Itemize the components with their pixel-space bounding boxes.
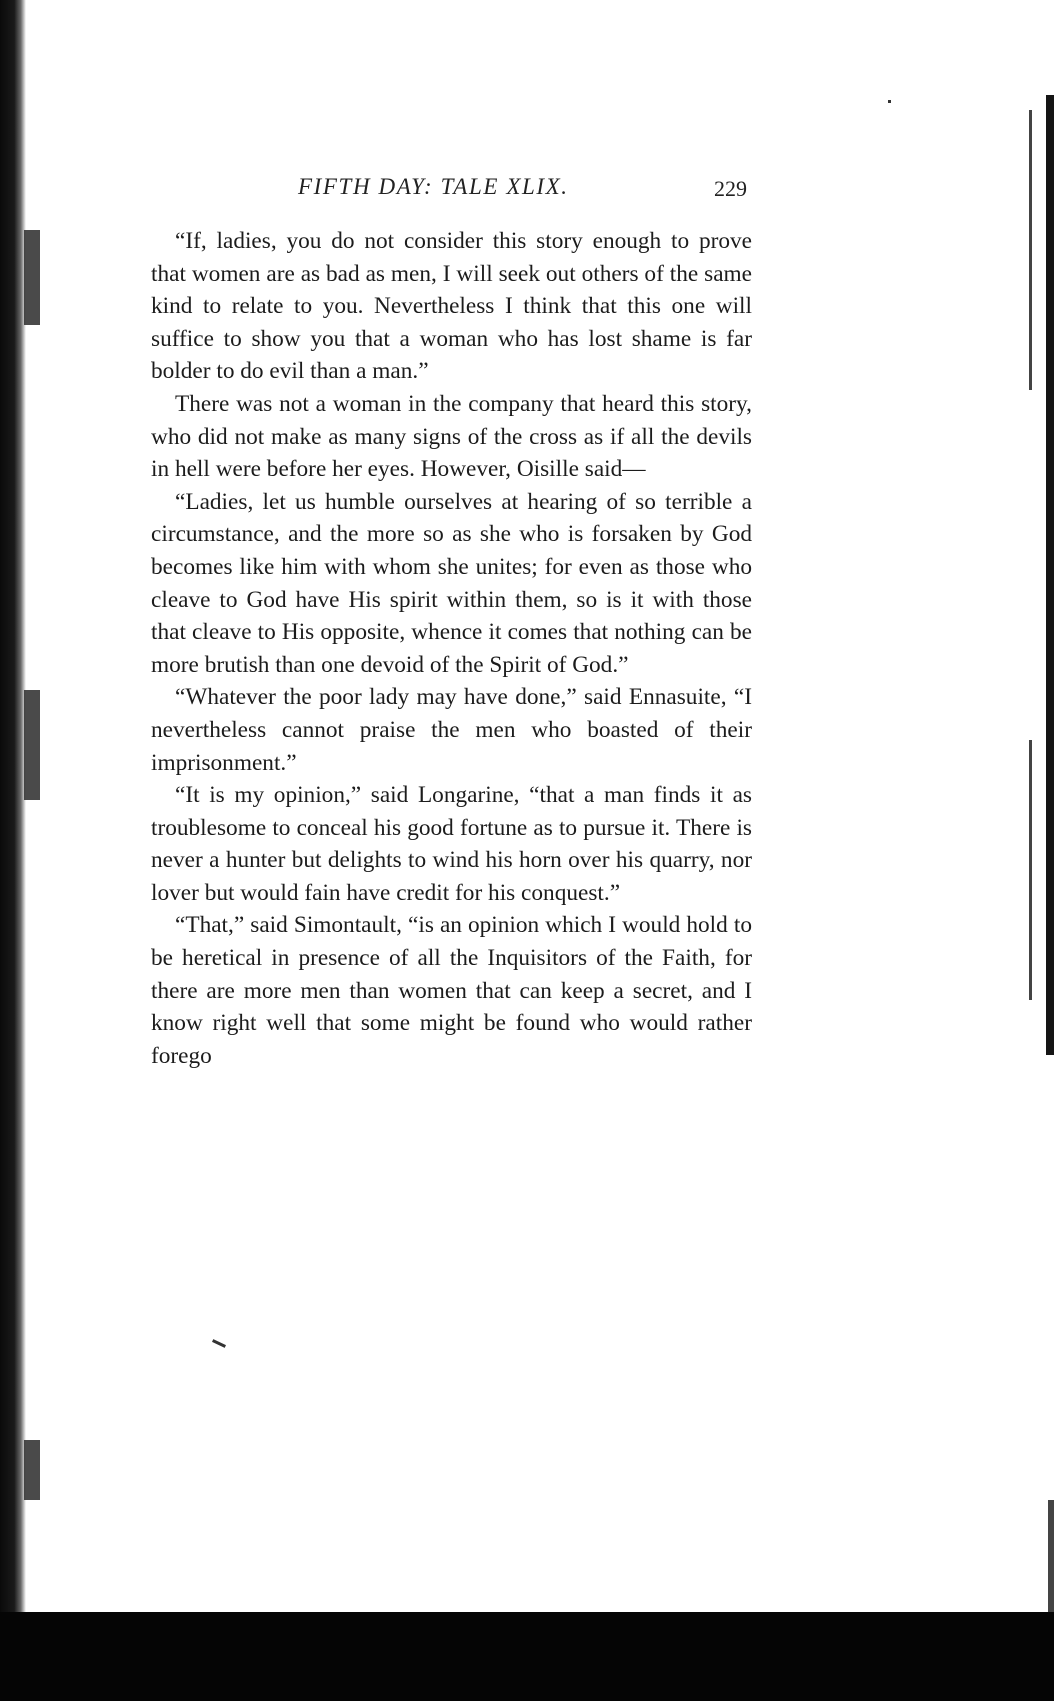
- scan-edge-right-thin: [1029, 740, 1032, 1000]
- scan-edge-right: [1046, 95, 1054, 1055]
- scan-edge-left-notch: [24, 1440, 40, 1500]
- scan-edge-right-thin: [1048, 1500, 1054, 1620]
- paragraph: “That,” said Simontault, “is an opinion which I would hold to be heretical in presence of all the Inquisitors of the Faith, for there are more men than women that can keep a secret, and I know right well that some might be found who would rather forego: [151, 912, 752, 1069]
- paragraph: “Ladies, let us humble ourselves at hearing of so terrible a circumstance, and the more so as she who is forsaken by God becomes like him with whom she unites; for even as those who cleave to God have His spirit within them, so is it with those that cleave to His opposite, whence it comes that nothing can be more brutish than one devoid of the Spirit of God.”: [151, 488, 752, 678]
- scan-edge-left: [0, 0, 26, 1615]
- scan-edge-right-thin: [1029, 110, 1032, 390]
- paragraph: “Whatever the poor lady may have done,” said Ennasuite, “I nevertheless cannot praise the men who boasted of their imprisonment.”: [151, 684, 752, 776]
- scan-speck: [888, 100, 891, 103]
- scan-bottom-band: [0, 1612, 1054, 1701]
- page-number: 229: [714, 176, 747, 201]
- paragraph: There was not a woman in the company that heard this story, who did not make as many signs of the cross as if all the devils in hell were before her eyes. However, Oisille said—: [151, 390, 752, 483]
- body-text: [151, 225, 752, 1072]
- paragraph: “It is my opinion,” said Longarine, “that a man finds it as troublesome to conceal his good fortune as to pursue it. There is never a hunter but delights to wind his horn over his quarry, nor lover but would fain have credit for his conquest.”: [151, 782, 752, 906]
- scan-edge-left-notch: [24, 690, 40, 800]
- scan-edge-left-notch: [24, 230, 40, 325]
- paragraph: “If, ladies, you do not consider this story enough to prove that women are as bad as men, I will seek out others of the same kind to relate to you. Nevertheless I think that this one will suffice to show you that a woman who has lost shame is far bolder to do evil than a man.”: [151, 228, 752, 385]
- scan-speck: [212, 1339, 226, 1348]
- running-head: FIFTH DAY: TALE XLIX.: [298, 174, 569, 199]
